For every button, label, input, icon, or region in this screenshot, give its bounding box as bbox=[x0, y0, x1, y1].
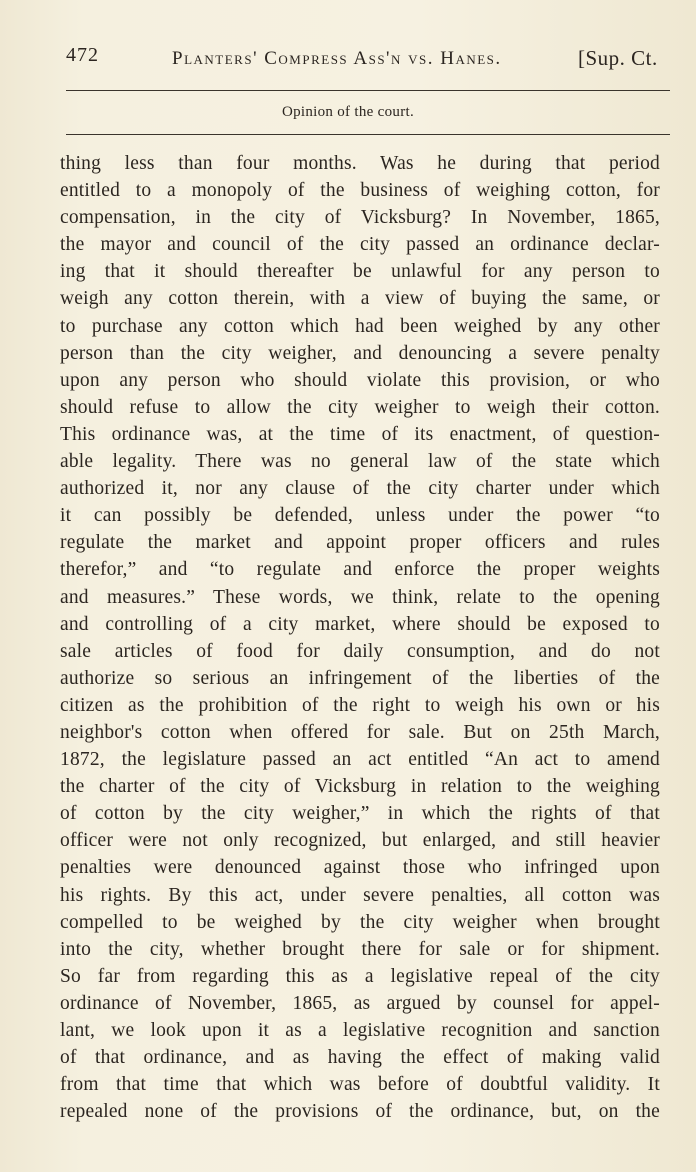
text-line: into the city, whether brought there for sale or for shipment. bbox=[60, 938, 660, 960]
text-line: compensation, in the city of Vicksburg? In November, 1865, bbox=[60, 207, 660, 229]
text-line: authorize so serious an infringement of the liberties of the bbox=[60, 667, 660, 689]
text-line: This ordinance was, at the time of its enactment, of question- bbox=[60, 423, 660, 445]
running-title: Planters' Compress Ass'n vs. Hanes. bbox=[172, 48, 502, 69]
text-line: the charter of the city of Vicksburg in relation to the weighing bbox=[60, 776, 660, 798]
text-line: 1872, the legislature passed an act entitled “An act to amend bbox=[60, 749, 660, 771]
text-line: to purchase any cotton which had been weighed by any other bbox=[60, 315, 660, 337]
text-line: sale articles of food for daily consumption, and do not bbox=[60, 640, 660, 662]
text-line: entitled to a monopoly of the business of weighing cotton, for bbox=[60, 180, 660, 202]
page-header bbox=[66, 44, 676, 74]
text-line: from that time that which was before of doubtful validity. It bbox=[60, 1074, 660, 1096]
text-line: ordinance of November, 1865, as argued by counsel for appel- bbox=[60, 992, 660, 1014]
text-line: and measures.” These words, we think, relate to the opening bbox=[60, 586, 660, 608]
page-number: 472 bbox=[66, 44, 99, 66]
header-rule-bottom bbox=[66, 134, 670, 135]
text-line: authorized it, nor any clause of the city charter under which bbox=[60, 478, 660, 500]
opinion-label: Opinion of the court. bbox=[281, 104, 415, 120]
text-line: should refuse to allow the city weigher to weigh their cotton. bbox=[60, 396, 660, 418]
text-line: able legality. There was no general law of the state which bbox=[60, 451, 660, 473]
text-line: thing less than four months. Was he during that period bbox=[60, 153, 660, 174]
text-line: person than the city weigher, and denouncing a severe penalty bbox=[60, 342, 660, 364]
text-line: compelled to be weighed by the city weigher when brought bbox=[60, 911, 660, 933]
text-line: of cotton by the city weigher,” in which the rights of that bbox=[60, 803, 660, 825]
text-line: repealed none of the provisions of the ordinance, but, on the bbox=[60, 1101, 660, 1123]
text-line: citizen as the prohibition of the right to weigh his own or his bbox=[60, 694, 660, 716]
text-line: and controlling of a city market, where should be exposed to bbox=[60, 613, 660, 635]
text-line: So far from regarding this as a legislative repeal of the city bbox=[60, 965, 660, 987]
header-rule-top bbox=[66, 90, 670, 91]
text-line: of that ordinance, and as having the effect of making valid bbox=[60, 1047, 660, 1069]
text-line: ing that it should thereafter be unlawful for any person to bbox=[60, 261, 660, 283]
text-line: therefor,” and “to regulate and enforce the proper weights bbox=[60, 559, 660, 581]
text-line: penalties were denounced against those who infringed upon bbox=[60, 857, 660, 879]
text-line: it can possibly be defended, unless under the power “to bbox=[60, 505, 660, 527]
text-line: upon any person who should violate this provision, or who bbox=[60, 369, 660, 391]
court-label: [Sup. Ct. bbox=[578, 46, 658, 70]
text-line: neighbor's cotton when offered for sale. But on 25th March, bbox=[60, 721, 660, 743]
text-line: the mayor and council of the city passed an ordinance declar- bbox=[60, 234, 660, 256]
text-line: lant, we look upon it as a legislative recognition and sanction bbox=[60, 1020, 660, 1041]
text-line: regulate the market and appoint proper officers and rules bbox=[60, 532, 660, 554]
text-line: his rights. By this act, under severe penalties, all cotton was bbox=[60, 884, 660, 906]
text-line: weigh any cotton therein, with a view of buying the same, or bbox=[60, 288, 660, 310]
text-line: officer were not only recognized, but enlarged, and still heavier bbox=[60, 830, 660, 852]
body-text bbox=[60, 150, 660, 1125]
